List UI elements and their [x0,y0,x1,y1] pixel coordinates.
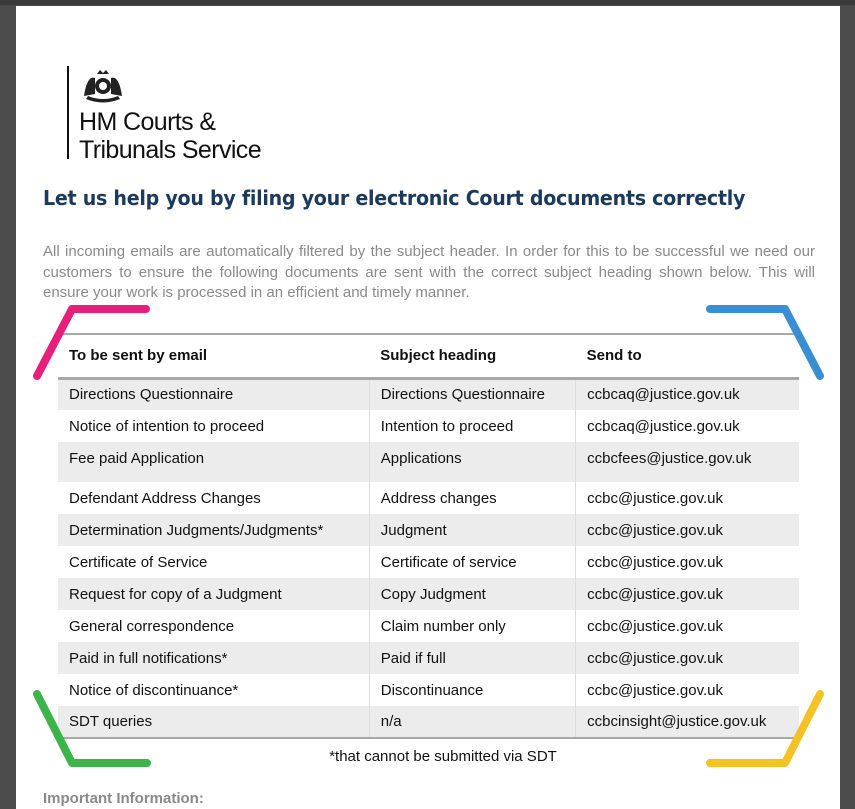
document-type-cell: Paid in full notifications* [58,642,369,674]
subject-heading-cell: n/a [369,706,575,738]
email-address-cell: ccbc@justice.gov.uk [576,546,799,578]
subject-heading-cell: Claim number only [369,610,575,642]
intro-paragraph: All incoming emails are automatically filtered by the subject header. In order for this to be successful we need our customers to ensure the following documents are sent with the correct subject heading shown below. This will ensure your work is processed in an efficient and timely manner. [43,243,815,301]
email-address-cell: ccbc@justice.gov.uk [576,578,799,610]
subject-heading-cell: Address changes [369,482,575,514]
document-type-cell: Defendant Address Changes [69,489,261,507]
column-header: Send to [576,334,799,378]
yellow-bracket-icon [710,694,820,763]
email-address-cell: ccbc@justice.gov.uk [576,610,799,642]
subject-heading-cell: Copy Judgment [369,578,575,610]
document-type-cell: Directions Questionnaire [58,378,369,410]
column-header: To be sent by email [58,334,369,378]
email-address-cell: ccbcfees@justice.gov.uk [576,442,799,482]
footnote: *that cannot be submitted via SDT [329,748,557,765]
logo-line-1: HM Courts & [79,108,216,136]
subject-heading-cell: Intention to proceed [369,410,575,442]
email-address-cell: ccbc@justice.gov.uk [576,642,799,674]
subject-heading-cell: Directions Questionnaire [369,378,575,410]
document-type-cell: SDT queries [58,706,369,738]
email-address-cell: ccbcaq@justice.gov.uk [576,378,799,410]
document-type-cell: Notice of intention to proceed [69,417,265,435]
subject-heading-cell: Judgment [369,514,575,546]
document-type-cell: Request for copy of a Judgment [58,578,369,610]
green-bracket-icon [37,694,147,763]
document-type-cell: General correspondence [69,617,235,635]
email-address-cell: ccbc@justice.gov.uk [576,514,799,546]
email-address-cell: ccbcinsight@justice.gov.uk [576,706,799,738]
subject-heading-cell: Paid if full [369,642,575,674]
subject-heading-cell: Discontinuance [369,674,575,706]
document-type-cell: Determination Judgments/Judgments* [58,514,369,546]
blue-bracket-icon [710,309,820,376]
subject-heading-cell: Applications [369,442,575,482]
document-type-cell: Notice of discontinuance* [69,681,239,699]
page-title: Let us help you by filing your electronic Court documents correctly [43,186,746,210]
email-address-cell: ccbc@justice.gov.uk [576,482,799,514]
logo-line-2: Tribunals Service [79,136,261,164]
document-type-cell: Fee paid Application [58,442,369,482]
important-information-heading: Important Information: [43,790,204,807]
email-address-cell: ccbcaq@justice.gov.uk [576,410,799,442]
document-type-cell: Certificate of Service [69,553,208,571]
column-header: Subject heading [369,334,575,378]
pink-bracket-icon [37,309,146,376]
email-address-cell: ccbc@justice.gov.uk [576,674,799,706]
subject-heading-cell: Certificate of service [369,546,575,578]
